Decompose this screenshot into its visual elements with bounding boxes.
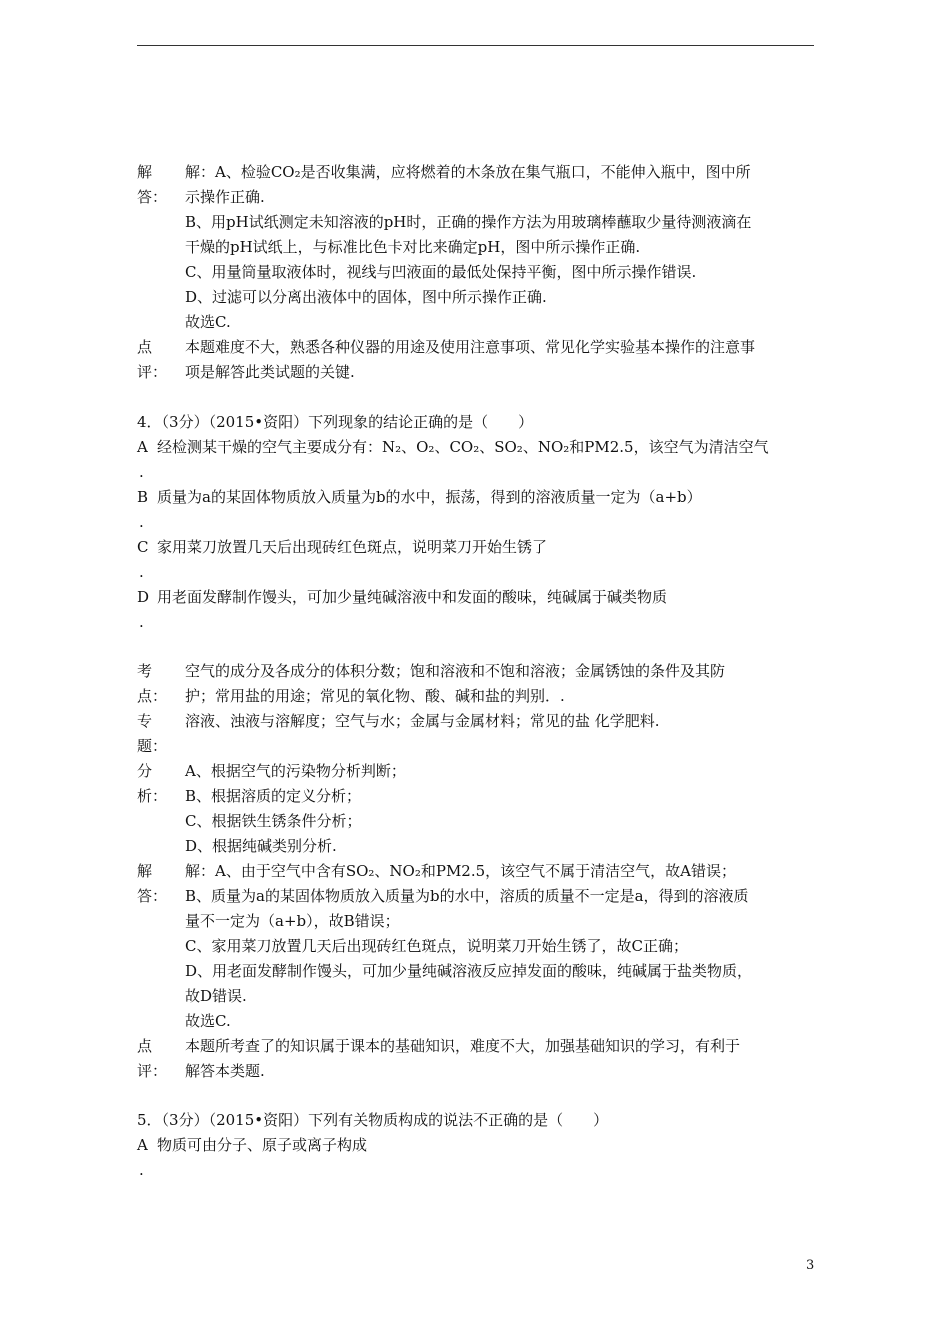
option-letter: D <box>137 588 150 606</box>
option-dot: . <box>139 563 144 581</box>
q4-topic-section <box>137 709 817 759</box>
option-letter: A <box>137 438 148 456</box>
option-text: 质量为a的某固体物质放入质量为b的水中，振荡，得到的溶液质量一定为（a+b） <box>157 488 702 506</box>
topic-line: 溶液、浊液与溶解度；空气与水；金属与金属材料；常见的盐 化学肥料. <box>185 712 660 730</box>
section-label: 专 <box>137 712 153 730</box>
q4-keypoint-section <box>137 659 817 709</box>
section-label: 评： <box>137 1062 168 1080</box>
analysis-line: C、根据铁生锈条件分析； <box>185 812 362 830</box>
q4-comment-section <box>137 1034 817 1084</box>
analysis-line: D、根据纯碱类别分析. <box>185 837 337 855</box>
q4-solution-section <box>137 859 817 1034</box>
comment-line: 解答本类题. <box>185 1062 265 1080</box>
comment-line: 本题难度不大，熟悉各种仪器的用途及使用注意事项、常见化学实验基本操作的注意事 <box>185 338 756 356</box>
comment-line: 本题所考查了的知识属于课本的基础知识，难度不大，加强基础知识的学习，有利于 <box>185 1037 741 1055</box>
solution-line: 解：A、由于空气中含有SO₂、NO₂和PM2.5，该空气不属于清洁空气，故A错误； <box>185 862 736 880</box>
section-label: 考 <box>137 662 153 680</box>
solution-line: D、过滤可以分离出液体中的固体，图中所示操作正确. <box>185 288 547 306</box>
option-text: 家用菜刀放置几天后出现砖红色斑点，说明菜刀开始生锈了 <box>157 538 548 556</box>
option-dot: . <box>139 613 144 631</box>
option-dot: . <box>139 1161 144 1179</box>
section-label: 点 <box>137 1037 153 1055</box>
solution-line: 解：A、检验CO₂是否收集满，应将燃着的木条放在集气瓶口，不能伸入瓶中，图中所 <box>185 163 751 181</box>
keypoint-line: 空气的成分及各成分的体积分数；饱和溶液和不饱和溶液；金属锈蚀的条件及其防 <box>185 662 726 680</box>
option-dot: . <box>139 513 144 531</box>
question-4 <box>137 410 817 635</box>
question-5 <box>137 1108 817 1183</box>
section-label: 答： <box>137 188 168 206</box>
section-label: 析： <box>137 787 168 805</box>
section-label: 解 <box>137 163 153 181</box>
solution-line: B、质量为a的某固体物质放入质量为b的水中，溶质的质量不一定是a，得到的溶液质 <box>185 887 749 905</box>
keypoint-line: 护；常用盐的用途；常见的氧化物、酸、碱和盐的判别．. <box>185 687 565 705</box>
analysis-line: B、根据溶质的定义分析； <box>185 787 362 805</box>
solution-line: 故选C. <box>185 313 231 331</box>
page-number: 3 <box>806 1258 815 1273</box>
option-dot: . <box>139 463 144 481</box>
question-stem: 5．（3分）（2015•资阳）下列有关物质构成的说法不正确的是（ ） <box>137 1111 609 1129</box>
question-stem: 4．（3分）（2015•资阳）下列现象的结论正确的是（ ） <box>137 413 534 431</box>
solution-line: C、家用菜刀放置几天后出现砖红色斑点，说明菜刀开始生锈了，故C正确； <box>185 937 688 955</box>
q4-analysis-section <box>137 759 817 859</box>
solution-line: 故D错误. <box>185 987 247 1005</box>
option-letter: C <box>137 538 149 556</box>
solution-line: C、用量筒量取液体时，视线与凹液面的最低处保持平衡，图中所示操作错误. <box>185 263 697 281</box>
section-label: 评： <box>137 363 168 381</box>
section-label: 解 <box>137 862 153 880</box>
header-rule <box>137 45 814 46</box>
solution-line: 故选C. <box>185 1012 231 1030</box>
q3-solution-section <box>137 160 817 335</box>
q3-comment-section <box>137 335 817 385</box>
section-label: 点 <box>137 338 153 356</box>
section-label: 分 <box>137 762 153 780</box>
comment-line: 项是解答此类试题的关键. <box>185 363 355 381</box>
option-letter: B <box>137 488 149 506</box>
solution-line: 干燥的pH试纸上，与标准比色卡对比来确定pH，图中所示操作正确. <box>185 238 641 256</box>
option-text: 用老面发酵制作馒头，可加少量纯碱溶液中和发面的酸味，纯碱属于碱类物质 <box>157 588 668 606</box>
section-label: 答： <box>137 887 168 905</box>
solution-line: 示操作正确. <box>185 188 265 206</box>
solution-line: 量不一定为（a+b），故B错误； <box>185 912 400 930</box>
solution-line: D、用老面发酵制作馒头，可加少量纯碱溶液反应掉发面的酸味，纯碱属于盐类物质， <box>185 962 753 980</box>
option-text: 经检测某干燥的空气主要成分有：N₂、O₂、CO₂、SO₂、NO₂和PM2.5，该空气为清洁空气 <box>157 438 769 456</box>
option-letter: A <box>137 1136 148 1154</box>
option-text: 物质可由分子、原子或离子构成 <box>157 1136 368 1154</box>
analysis-line: A、根据空气的污染物分析判断； <box>185 762 406 780</box>
section-label: 题： <box>137 737 168 755</box>
section-label: 点： <box>137 687 168 705</box>
solution-line: B、用pH试纸测定未知溶液的pH时，正确的操作方法为用玻璃棒蘸取少量待测液滴在 <box>185 213 752 231</box>
